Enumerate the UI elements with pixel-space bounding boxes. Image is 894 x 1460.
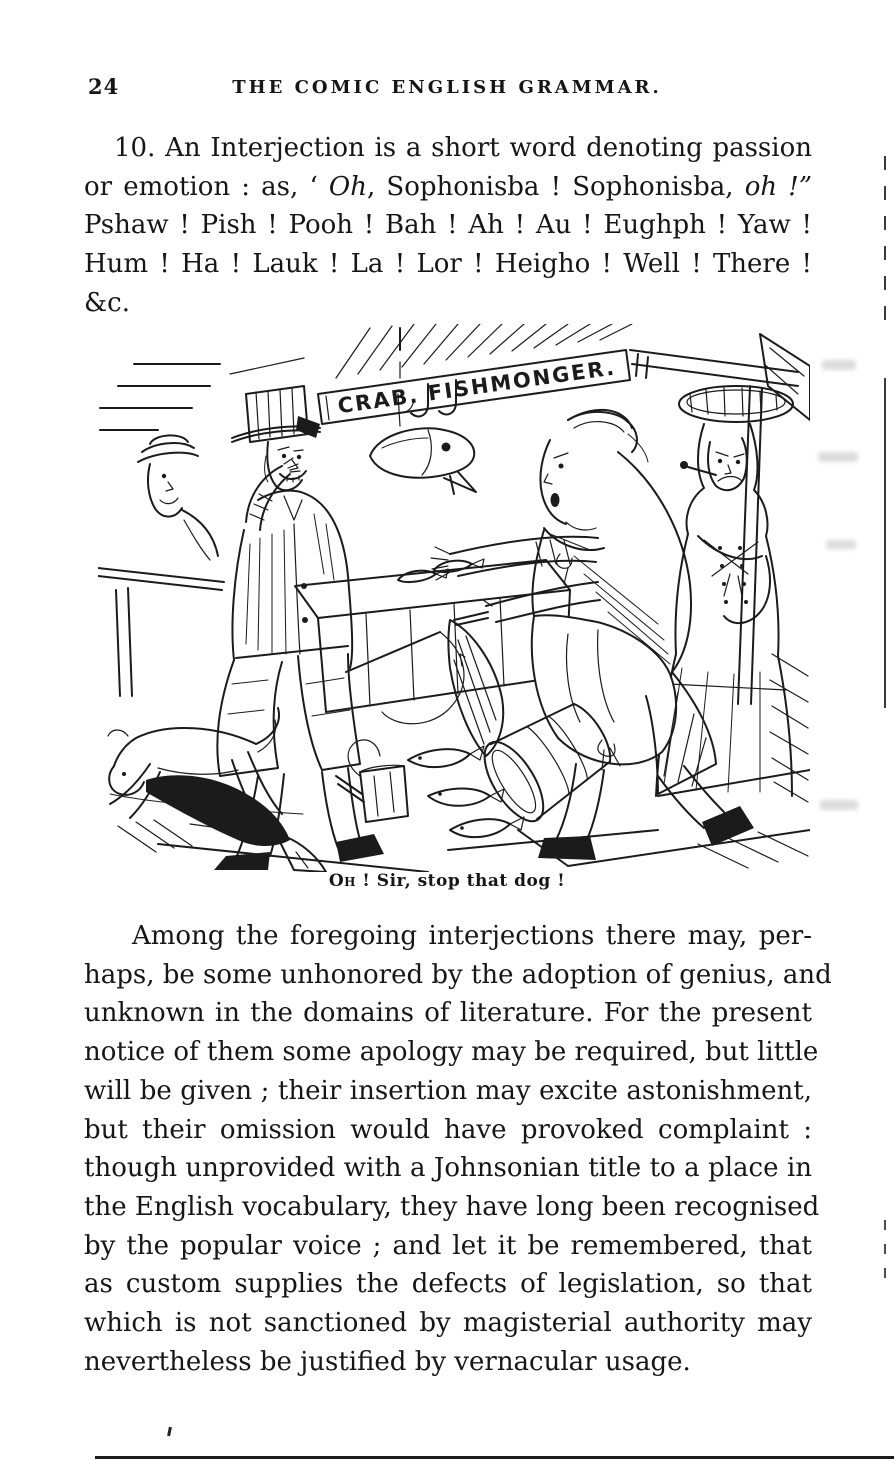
scan-bleedthrough bbox=[822, 360, 856, 370]
caption-rest: ! Sir, stop that dog ! bbox=[356, 871, 566, 891]
bystander bbox=[98, 435, 224, 696]
page-number: 24 bbox=[88, 74, 120, 99]
scan-edge-line bbox=[884, 378, 886, 708]
scan-bleedthrough bbox=[826, 540, 856, 549]
scan-bleedthrough bbox=[818, 452, 858, 462]
woman-basket bbox=[656, 386, 793, 796]
text-line: the English vocabulary, they have long been recognised bbox=[84, 1191, 820, 1222]
text-segment: or emotion : as, ‘ bbox=[84, 171, 329, 202]
fishmonger-scene-engraving bbox=[98, 324, 810, 872]
page-header bbox=[0, 74, 894, 104]
text-line: 10. An Interjection is a short word denoting passion bbox=[114, 133, 812, 163]
text-line: as custom supplies the defects of legislation, so that bbox=[84, 1269, 812, 1300]
text-line: notice of them some apology may be required, but little bbox=[84, 1037, 819, 1068]
text-line: Pshaw ! Pish ! Pooh ! Bah ! Ah ! Au ! Eughph ! Yaw ! bbox=[84, 210, 812, 241]
text-line: Among the foregoing interjections there may, per- bbox=[132, 921, 812, 951]
text-line: nevertheless be justified by vernacular usage. bbox=[84, 1346, 691, 1377]
text-segment-italic: Oh bbox=[328, 171, 367, 202]
scan-bleedthrough bbox=[820, 800, 858, 810]
text-segment-italic: oh !” bbox=[744, 171, 812, 202]
text-line: will be given ; their insertion may excite astonishment, bbox=[84, 1075, 812, 1106]
caption-lead: Oh bbox=[328, 871, 356, 891]
illustration-caption bbox=[0, 871, 894, 891]
scan-bottom-border bbox=[95, 1456, 894, 1459]
scan-edge-dashes bbox=[884, 156, 886, 332]
scan-edge-dashes-lower bbox=[884, 1220, 886, 1292]
fishwife bbox=[431, 410, 754, 860]
text-line: but their omission would have provoked complaint : bbox=[84, 1114, 812, 1145]
sign-text: CRAB. FISHMONGER. bbox=[336, 355, 618, 419]
text-line: unknown in the domains of literature. For the present bbox=[84, 998, 812, 1029]
text-line: haps, be some unhonored by the adoption of genius, and bbox=[84, 959, 832, 990]
text-line: Hum ! Ha ! Lauk ! La ! Lor ! Heigho ! Well ! There ! bbox=[84, 249, 812, 280]
text-line: by the popular voice ; and let it be remembered, that bbox=[84, 1230, 812, 1261]
running-title: THE COMIC ENGLISH GRAMMAR. bbox=[232, 77, 662, 98]
text-line bbox=[84, 168, 812, 207]
text-line: &c. bbox=[84, 287, 130, 318]
body-paragraph bbox=[84, 917, 832, 1381]
text-line: though unprovided with a Johnsonian title to a place in bbox=[84, 1153, 812, 1184]
intro-paragraph bbox=[84, 129, 812, 323]
watering-can bbox=[336, 740, 408, 822]
illustration bbox=[98, 324, 810, 872]
text-segment: , Sophonisba ! Sophonisba, bbox=[366, 171, 745, 202]
text-line: which is not sanctioned by magisterial authority may bbox=[84, 1308, 812, 1339]
scan-ink-speck bbox=[167, 1427, 172, 1436]
